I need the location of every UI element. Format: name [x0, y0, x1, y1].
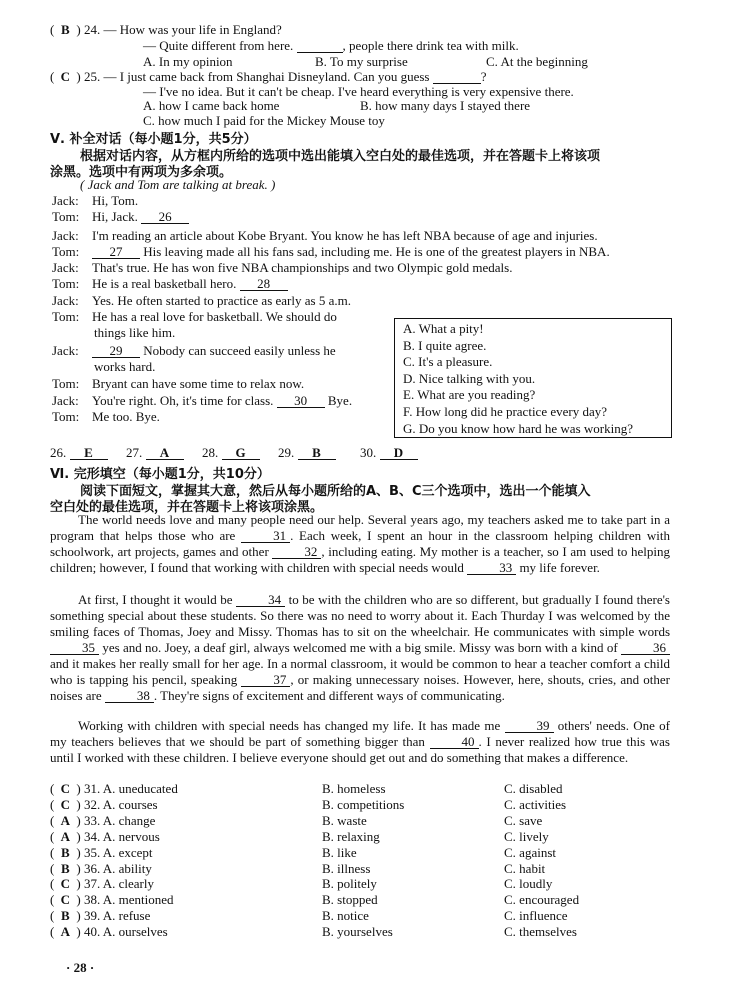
q25-line2: — I've no idea. But it can't be cheap. I've heard everything is very expensive there. — [143, 84, 574, 99]
option-b: B. politely — [322, 876, 377, 892]
q25-option-a: A. how I came back home — [143, 98, 280, 113]
passage-text: , including eating. My mother is a teacher, so I am used to helping children; however, I found that working with children with special needs would — [50, 544, 670, 575]
question-24: ( B ) 24. — How was your life in England? — [50, 22, 282, 37]
dialogue-blank-30: 30 — [277, 395, 325, 408]
answer-number: 27. — [126, 445, 143, 460]
option-a: A. mentioned — [102, 892, 174, 908]
section-6-title: Ⅵ. 完形填空（每小题1分，共10分） — [50, 467, 270, 482]
dialogue-text: He has a real love for basketball. We should do — [92, 309, 337, 324]
section-5-instr-2: 涂黑。选项中有两项为多余项。 — [50, 165, 233, 180]
option-a: A. nervous — [102, 828, 160, 844]
cloze-question-34: ( A ) 34. A. nervous — [50, 828, 160, 844]
question-number: 38. — [83, 892, 101, 908]
dialogue-line-cont: works hard. — [94, 359, 156, 374]
question-number: 40. — [83, 924, 101, 940]
text: — I just came back from Shanghai Disneyland. Can you guess — [103, 69, 430, 84]
passage-blank-32: 32 — [272, 546, 321, 559]
question-number: 36. — [83, 860, 101, 876]
answer-number: 29. — [278, 445, 295, 460]
option-a: A. uneducated — [102, 781, 178, 796]
passage-blank-35: 35 — [50, 642, 99, 655]
speaker: Jack: — [52, 228, 79, 243]
answer-item — [360, 445, 436, 461]
cloze-question-38: ( C ) 38. A. mentioned — [50, 892, 174, 908]
answer-value: G — [222, 447, 260, 460]
dialogue-text: Bye. — [327, 393, 353, 408]
section-5-title: Ⅴ. 补全对话（每小题1分，共5分） — [50, 132, 257, 147]
dialogue-text: Yes. He often started to practice as early as 5 a.m. — [92, 293, 351, 308]
speaker: Tom: — [52, 376, 80, 391]
option-a: A. change — [102, 812, 156, 828]
dialogue-text: Me too. Bye. — [92, 409, 160, 424]
answer-value: A — [146, 447, 184, 460]
option-b: B. waste — [322, 812, 367, 828]
dialogue-text: Bryant can have some time to relax now. — [92, 376, 305, 391]
passage-text: The world needs love and many people need our help. Several years ago, my teachers asked me to take part in a program that helps those who are — [50, 512, 670, 543]
option-b: B. notice — [322, 908, 369, 924]
dialogue-line — [52, 276, 288, 292]
question-number: 31. — [83, 781, 101, 796]
option-c: C. encouraged — [504, 892, 580, 908]
option-c: C. activities — [504, 796, 567, 812]
dialogue-blank-27: 27 — [92, 246, 140, 259]
answer-item — [202, 445, 278, 461]
dialogue-blank-29: 29 — [92, 345, 140, 358]
passage-blank-38: 38 — [105, 690, 154, 703]
answer-24: B — [61, 22, 70, 37]
section-5-answers — [50, 445, 436, 461]
passage-blank-34: 34 — [236, 594, 285, 607]
option-b: B. I quite agree. — [403, 337, 487, 353]
text: ? — [480, 69, 487, 84]
question-25: ( C ) 25. — I just came back from Shanghai Disneyland. Can you guess ? — [50, 69, 487, 84]
cloze-question-37: ( C ) 37. A. clearly — [50, 876, 154, 892]
option-b: B. like — [322, 844, 357, 860]
option-a: A. refuse — [102, 908, 151, 924]
passage-blank-36: 36 — [621, 642, 670, 655]
answer-item — [126, 445, 202, 461]
text: , people there drink tea with milk. — [342, 38, 519, 53]
answer-item — [278, 445, 360, 461]
answer-number: 28. — [202, 445, 219, 460]
speaker: Jack: — [52, 343, 79, 358]
option-c: C. disabled — [504, 781, 563, 796]
question-text: — How was your life in England? — [103, 22, 282, 37]
cloze-question-32: ( C ) 32. A. courses — [50, 796, 158, 812]
answer-item — [50, 445, 126, 461]
cloze-question-36: ( B ) 36. A. ability — [50, 860, 152, 876]
question-number: 25. — [83, 69, 101, 84]
dialogue-line — [52, 393, 352, 409]
q24-option-b: B. To my surprise — [315, 54, 408, 69]
cloze-answer: C — [60, 781, 71, 796]
blank — [433, 71, 481, 84]
passage-text: . They're signs of excitement and different ways of communicating. — [153, 688, 505, 703]
dialogue-line — [52, 193, 138, 209]
section-5-instr: 根据对话内容，从方框内所给的选项中选出能填入空白处的最佳选项，并在答题卡上将该项 — [80, 149, 601, 164]
dialogue-line — [52, 409, 160, 425]
dialogue-line — [52, 293, 351, 309]
q24-option-c: C. At the beginning — [486, 54, 588, 69]
option-c: C. lively — [504, 828, 549, 844]
option-a: A. courses — [102, 796, 158, 812]
passage-text: . Each week, I spent an hour in the classroom helping children with schoolwork, art projects, games and other — [50, 528, 670, 559]
q24-option-a: A. In my opinion — [143, 54, 233, 69]
answer-25: C — [60, 69, 71, 84]
passage-paragraph-3 — [50, 718, 670, 766]
dialogue-text: Nobody can succeed easily unless he — [143, 343, 336, 358]
passage-blank-40: 40 — [430, 736, 479, 749]
option-c: C. influence — [504, 908, 568, 924]
cloze-answer: A — [60, 924, 71, 940]
speaker: Tom: — [52, 209, 80, 224]
option-c: C. against — [504, 844, 556, 860]
dialogue-line — [52, 309, 337, 325]
section-6-instr-2: 空白处的最佳选项，并在答题卡上将该项涂黑。 — [50, 500, 324, 515]
dialogue-line — [52, 260, 512, 276]
dialogue-text: He is a real basketball hero. — [92, 276, 237, 291]
cloze-answer: B — [61, 908, 70, 924]
passage-text: and it makes her really small for her age. In a normal classroom, it would be common to hear a teacher comfort a child who is tapping his pencil, speaking — [50, 656, 670, 687]
dialogue-text: You're right. Oh, it's time for class. — [92, 393, 274, 408]
cloze-answer: B — [61, 844, 70, 860]
dialogue-line — [52, 228, 598, 244]
speaker: Jack: — [52, 393, 79, 408]
dialogue-text: I'm reading an article about Kobe Bryant. You know he has left NBA because of age and injuries. — [92, 228, 598, 243]
passage-blank-37: 37 — [241, 674, 290, 687]
option-b: B. relaxing — [322, 828, 380, 844]
cloze-answer: C — [60, 876, 71, 892]
option-a: A. except — [102, 844, 153, 860]
question-24-line2 — [143, 38, 519, 54]
cloze-answer: C — [60, 892, 71, 908]
option-g: G. Do you know how hard he was working? — [403, 420, 633, 436]
option-b: B. competitions — [322, 796, 405, 812]
cloze-answer: B — [61, 860, 70, 876]
option-c: C. themselves — [504, 924, 577, 940]
cloze-question-35: ( B ) 35. A. except — [50, 844, 153, 860]
dialogue-context: ( Jack and Tom are talking at break. ) — [80, 177, 276, 192]
speaker: Tom: — [52, 309, 80, 324]
cloze-answer: A — [60, 812, 71, 828]
passage-text: others' needs. One of my teachers believes that we should be part of something bigger than — [50, 718, 671, 749]
option-d: D. Nice talking with you. — [403, 370, 536, 386]
options-box — [394, 318, 672, 438]
dialogue-text: Hi, Jack. — [92, 209, 138, 224]
question-number: 35. — [83, 844, 101, 860]
option-b: B. yourselves — [322, 924, 393, 940]
passage-paragraph-1 — [50, 512, 670, 576]
passage-text: . I never realized how true this was until I worked with these children. I believe everyone should get out and do something that makes a difference. — [50, 734, 670, 765]
option-c: C. habit — [504, 860, 546, 876]
passage-paragraph-2 — [50, 592, 670, 704]
passage-text: yes and no. Joey, a deaf girl, always welcomed me with a big smile. Missy was born with a kind of — [99, 640, 621, 655]
cloze-question-31: ( C ) 31. A. uneducated — [50, 781, 178, 796]
cloze-answer: C — [60, 796, 71, 812]
dialogue-blank-26: 26 — [141, 211, 189, 224]
blank — [297, 40, 343, 53]
cloze-question-39: ( B ) 39. A. refuse — [50, 908, 151, 924]
q25-option-b: B. how many days I stayed there — [360, 98, 531, 113]
passage-text: my life forever. — [516, 560, 600, 575]
speaker: Tom: — [52, 409, 80, 424]
dialogue-line — [52, 376, 304, 392]
cloze-question-40: ( A ) 40. A. ourselves — [50, 924, 168, 940]
passage-text: , or making unnecessary noises. However, here, shouts, cries, and other noises are — [50, 672, 670, 703]
passage-text: to be with the children who are so different, but gradually I found there's something special about these students. So there was no need to worry about it. Each Thurday I was welcomed by the smiling faces of Thomas, Joey and Missy. Thomas has to sit on the wheelchair. He communicates with simple words — [50, 592, 670, 639]
section-6-instr: 阅读下面短文，掌握其大意，然后从每小题所给的A、B、C三个选项中，选出一个能填入 — [80, 484, 591, 499]
passage-blank-39: 39 — [505, 720, 554, 733]
option-a: A. clearly — [102, 876, 154, 892]
option-c: C. It's a pleasure. — [403, 354, 493, 370]
option-a: A. ourselves — [102, 924, 168, 940]
question-number: 37. — [83, 876, 101, 892]
dialogue-text: Hi, Tom. — [92, 193, 139, 208]
speaker: Tom: — [52, 244, 80, 259]
dialogue-line-cont: things like him. — [94, 325, 176, 340]
option-f: F. How long did he practice every day? — [403, 404, 608, 419]
question-number: 34. — [83, 828, 101, 844]
option-a: A. What a pity! — [403, 321, 484, 336]
passage-text: At first, I thought it would be — [78, 592, 237, 607]
passage-text: Working with children with special needs has changed my life. It has made me — [78, 718, 505, 733]
cloze-question-33: ( A ) 33. A. change — [50, 812, 156, 828]
answer-value: E — [70, 447, 108, 460]
dialogue-line — [52, 244, 610, 260]
answer-value: B — [298, 447, 336, 460]
dialogue-blank-28: 28 — [240, 278, 288, 291]
dialogue-text: That's true. He has won five NBA championships and two Olympic gold medals. — [92, 260, 513, 275]
option-b: B. homeless — [322, 781, 386, 796]
dialogue-line — [52, 343, 336, 359]
question-number: 32. — [83, 796, 101, 812]
dialogue-line — [52, 209, 189, 225]
answer-value: D — [380, 447, 418, 460]
page-number: · 28 · — [66, 960, 95, 975]
question-number: 33. — [83, 812, 101, 828]
answer-number: 26. — [50, 445, 67, 460]
passage-blank-31: 31 — [241, 530, 290, 543]
passage-blank-33: 33 — [467, 562, 516, 575]
speaker: Jack: — [52, 193, 79, 208]
question-number: 24. — [83, 22, 101, 37]
option-a: A. ability — [102, 860, 152, 876]
speaker: Tom: — [52, 276, 80, 291]
answer-number: 30. — [360, 445, 377, 460]
dialogue-text: His leaving made all his fans sad, including me. He is one of the greatest players in NBA. — [143, 244, 610, 259]
speaker: Jack: — [52, 260, 79, 275]
option-e: E. What are you reading? — [403, 387, 536, 403]
option-c: C. loudly — [504, 876, 553, 892]
q25-option-c: C. how much I paid for the Mickey Mouse toy — [143, 113, 385, 128]
question-number: 39. — [83, 908, 101, 924]
speaker: Jack: — [52, 293, 79, 308]
option-c: C. save — [504, 812, 543, 828]
text: — Quite different from here. — [143, 38, 294, 53]
option-b: B. illness — [322, 860, 371, 876]
option-b: B. stopped — [322, 892, 378, 908]
cloze-answer: A — [60, 828, 71, 844]
